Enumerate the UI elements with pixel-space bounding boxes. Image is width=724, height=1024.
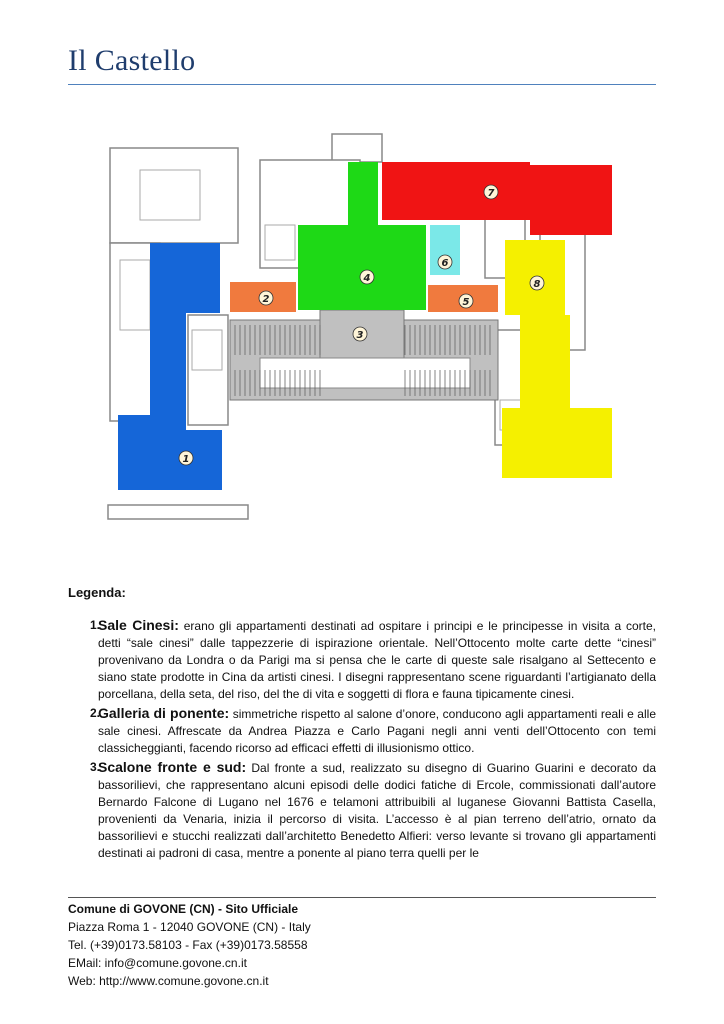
room-7-red-b bbox=[530, 165, 612, 235]
room-1-blue-b bbox=[150, 310, 186, 430]
title-divider bbox=[68, 84, 656, 85]
room-label-6 bbox=[438, 255, 452, 269]
footer bbox=[68, 900, 311, 990]
footer-address: Piazza Roma 1 - 12040 GOVONE (CN) - Italy bbox=[68, 920, 311, 934]
svg-text:3: 3 bbox=[356, 330, 364, 341]
footer-phone: Tel. (+39)0173.58103 - Fax (+39)0173.58558 bbox=[68, 938, 308, 952]
legend-item-number: 1. bbox=[90, 618, 101, 632]
room-label-8 bbox=[530, 276, 544, 290]
room-1-blue-a bbox=[150, 243, 220, 313]
legend-item-number: 3. bbox=[90, 760, 101, 774]
room-8-yellow-c bbox=[502, 408, 612, 478]
svg-text:6: 6 bbox=[441, 258, 449, 269]
legend-item-text: erano gli appartamenti destinati ad ospitare i principi e le principesse in visita a corte, detti “sale cinesi” dalle tappezzerie di ispirazione orientale. Nell’Ottocento molte carte dette “cinesi” provenivano da Londra o da Parigi ma si pensa che le carte di queste sale risalgano al Settecento e siano state prodotte in Cina da artisti cinesi. I disegni rappresentano scene riguardanti l’artigianato della porcellana, della seta, del riso, del the di vita e soggetti di flora e fauna tipicamente cinesi. bbox=[98, 619, 656, 701]
legend-item bbox=[68, 705, 656, 757]
room-label-1 bbox=[179, 451, 193, 465]
room-label-4 bbox=[360, 270, 374, 284]
legend-item-text: simmetriche rispetto al salone d’onore, conducono agli appartamenti reali e alle sale cinesi. Affrescate da Andrea Piazza e Carlo Pagani negli anni venti dell’Ottocento con temi classicheggianti, facendo ricorso ad efficaci effetti di illusionismo ottico. bbox=[98, 707, 656, 755]
room-3-atrium-inner bbox=[260, 358, 470, 388]
footer-email[interactable]: EMail: info@comune.govone.cn.it bbox=[68, 956, 247, 970]
svg-text:4: 4 bbox=[363, 273, 371, 284]
svg-text:1: 1 bbox=[182, 454, 190, 465]
legend-item bbox=[68, 759, 656, 862]
room-label-7 bbox=[484, 185, 498, 199]
footer-divider bbox=[68, 897, 656, 898]
legend-list bbox=[68, 617, 656, 864]
legend-item-term: Sale Cinesi: bbox=[98, 617, 179, 633]
svg-text:5: 5 bbox=[462, 297, 470, 308]
svg-text:7: 7 bbox=[487, 188, 495, 199]
room-1-blue-e bbox=[220, 435, 222, 437]
room-8-yellow-b bbox=[520, 315, 570, 410]
footer-org: Comune di GOVONE (CN) - Sito Ufficiale bbox=[68, 902, 299, 916]
legend-item-term: Galleria di ponente: bbox=[98, 705, 230, 721]
room-label-5 bbox=[459, 294, 473, 308]
legend-heading: Legenda: bbox=[68, 585, 126, 600]
room-label-3 bbox=[353, 327, 367, 341]
room-4-green bbox=[298, 225, 426, 310]
legend-item bbox=[68, 617, 656, 703]
legend-item-number: 2. bbox=[90, 706, 101, 720]
room-1-blue-d bbox=[118, 415, 160, 490]
room-7-red-a bbox=[382, 162, 530, 220]
legend-item-term: Scalone fronte e sud: bbox=[98, 759, 247, 775]
svg-text:2: 2 bbox=[262, 294, 270, 305]
footer-web[interactable]: Web: http://www.comune.govone.cn.it bbox=[68, 974, 269, 988]
room-label-2 bbox=[259, 291, 273, 305]
castle-floor-plan bbox=[100, 130, 624, 530]
page-title: Il Castello bbox=[68, 44, 196, 77]
legend-item-text: Dal fronte a sud, realizzato su disegno di Guarino Guarini e decorato da bassorilievi, che rappresentano alcuni episodi delle dodici fatiche di Ercole, commissionati dall’autore Bernardo Falcone di Lugano nel 1676 e telamoni attribuibili al luganese Giovanni Battista Casella, provenienti da Venaria, inizia il percorso di visita. L’accesso è al pian terreno dell’atrio, ornato da bassorilievi e stucchi realizzati dall’architetto Benedetto Alfieri: verso levante si trovano gli appartamenti destinati ai padroni di casa, mentre a ponente al piano terra quelli per le bbox=[98, 761, 656, 860]
svg-text:8: 8 bbox=[533, 279, 541, 290]
room-4-green-top bbox=[348, 162, 378, 227]
